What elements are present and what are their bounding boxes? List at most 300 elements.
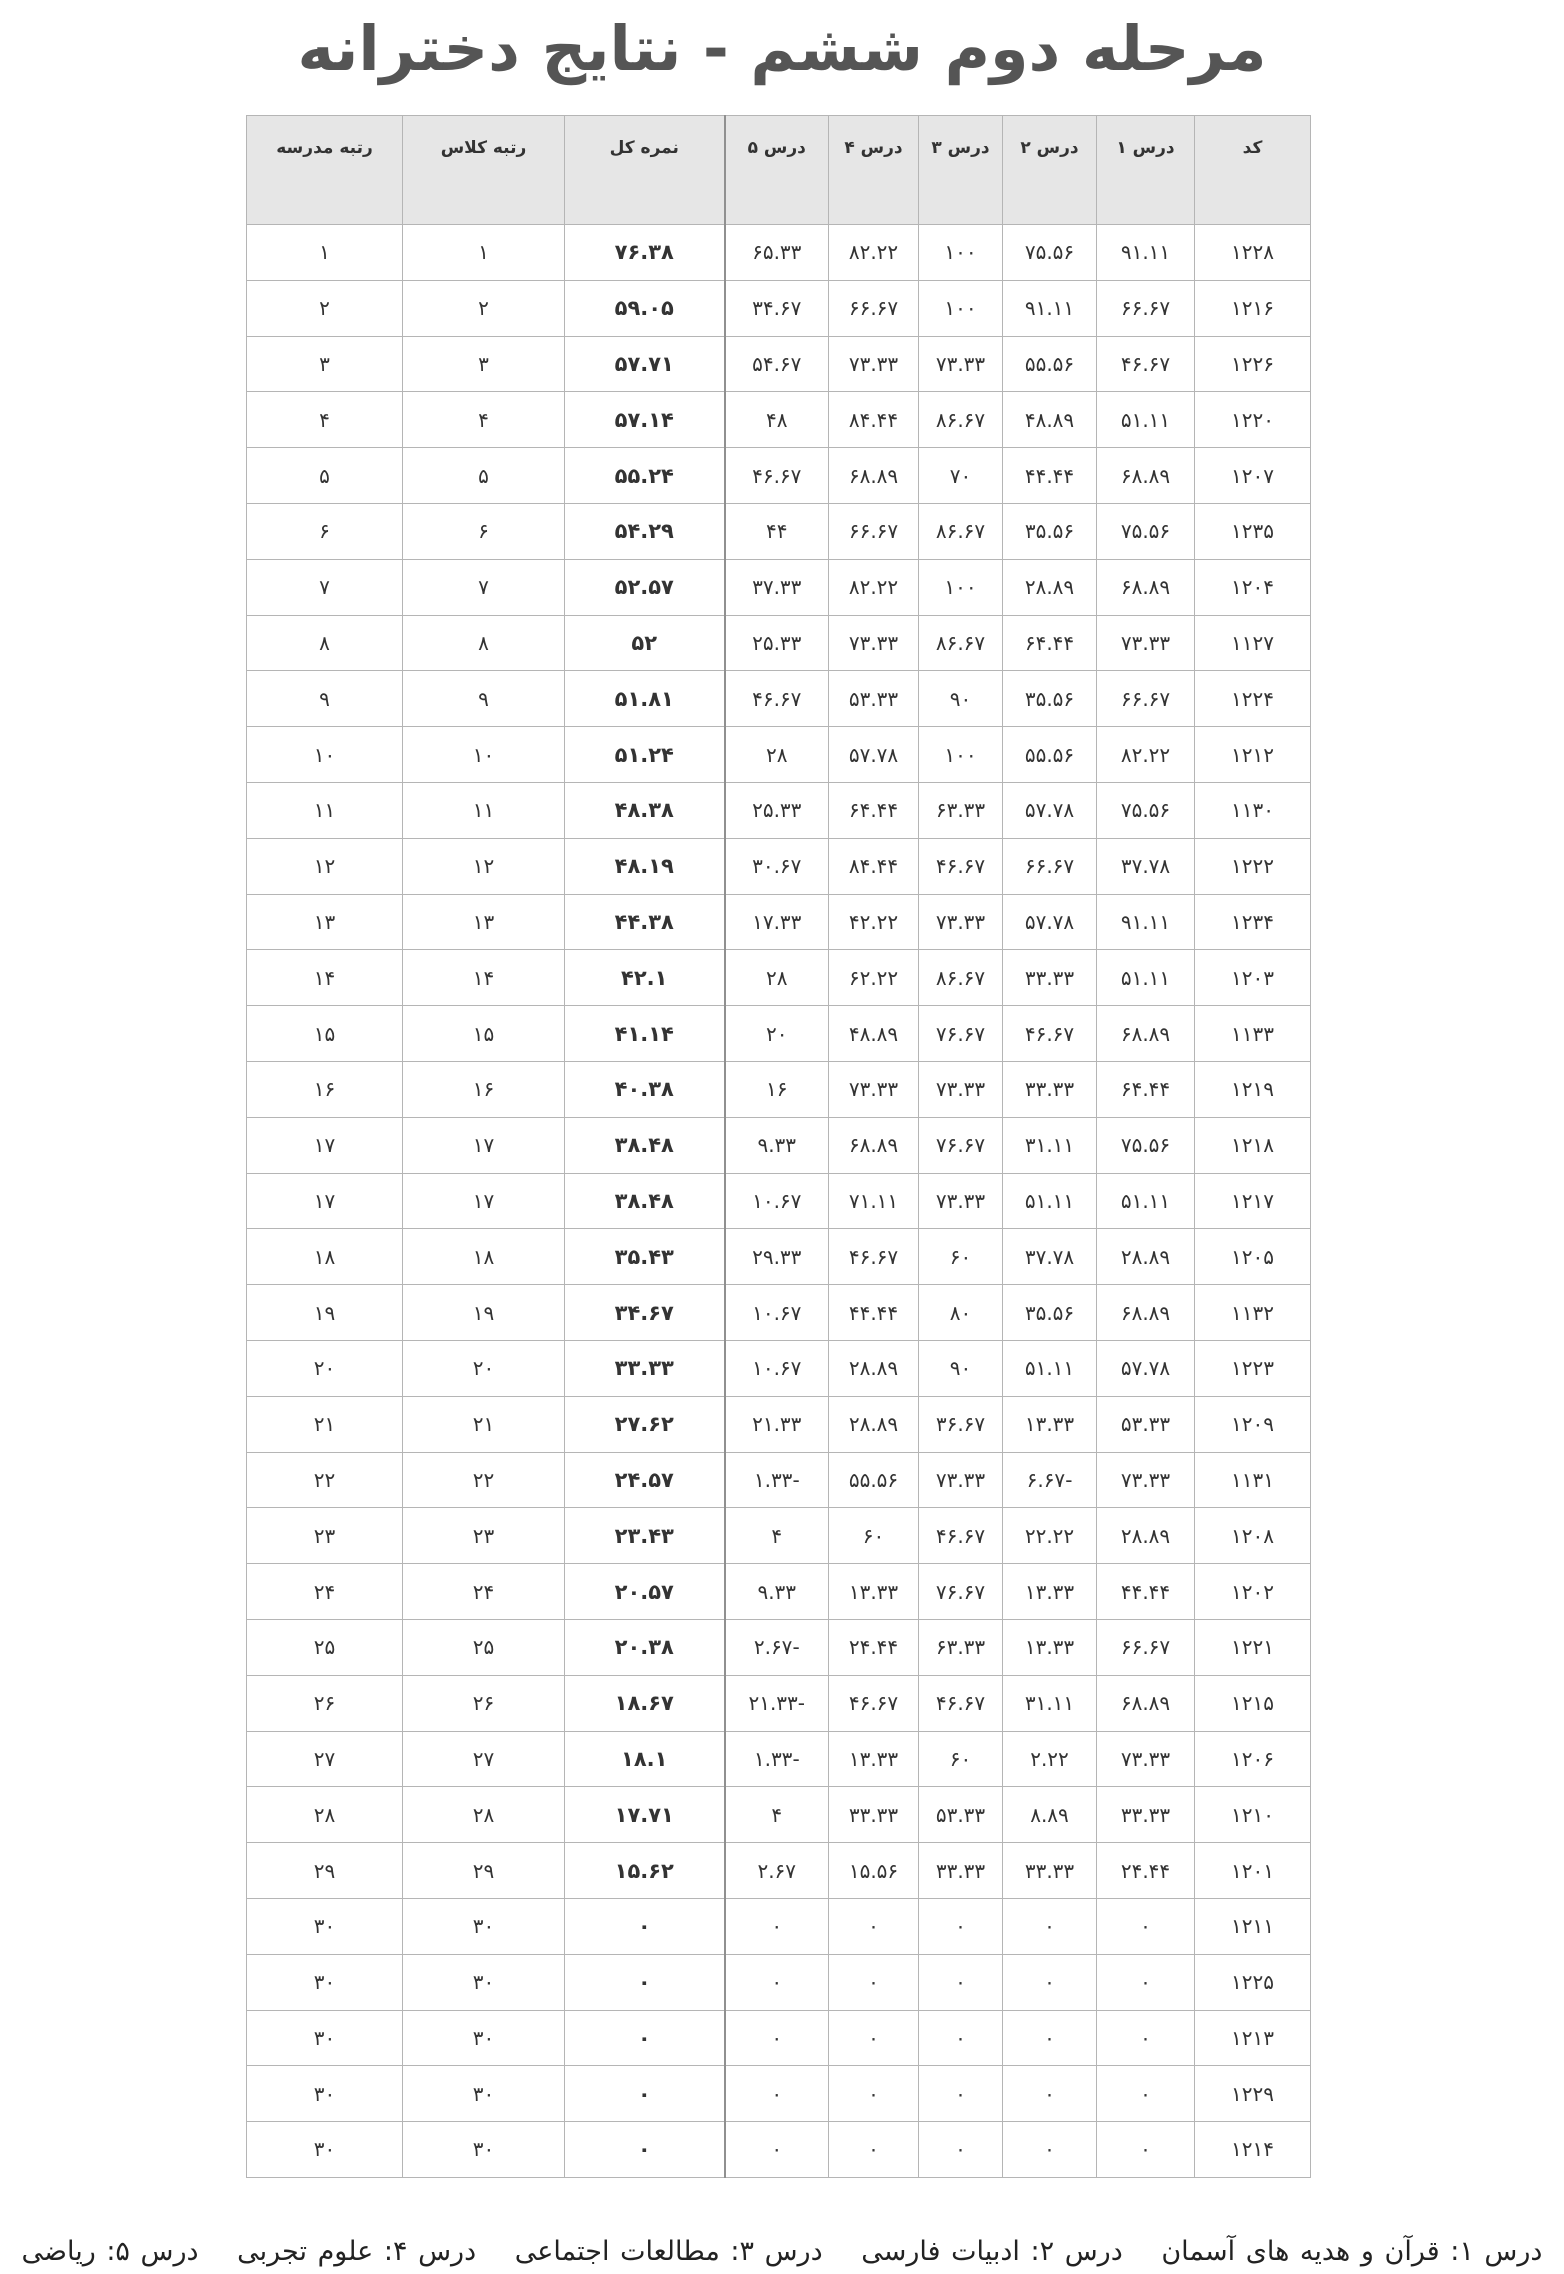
table-row	[247, 950, 1311, 1006]
lesson-1-cell: ۷۵.۵۶	[1097, 503, 1195, 559]
school-rank-cell: ۹	[247, 671, 403, 727]
school-rank-cell: ۲۶	[247, 1675, 403, 1731]
lesson-4-cell: ۸۴.۴۴	[829, 392, 919, 448]
lesson-5-cell: ۹.۳۳	[725, 1117, 829, 1173]
lesson-1-cell: ۶۸.۸۹	[1097, 1675, 1195, 1731]
page-title: مرحله دوم ششم - نتایج دخترانه	[297, 12, 1267, 85]
lesson-4-cell: ۳۳.۳۳	[829, 1787, 919, 1843]
school-rank-cell: ۱۶	[247, 1061, 403, 1117]
lesson-2-cell: ۱۳.۳۳	[1003, 1619, 1097, 1675]
lesson-3-cell: ۵۳.۳۳	[919, 1787, 1003, 1843]
legend-lesson-4: درس ۴: علوم تجربی	[237, 2236, 477, 2267]
lesson-3-cell: ۰	[919, 1954, 1003, 2010]
lesson-1-cell: ۰	[1097, 1898, 1195, 1954]
school-rank-cell: ۳۰	[247, 2066, 403, 2122]
class-rank-cell: ۱۰	[403, 727, 565, 783]
total-score-cell: ۵۲.۵۷	[565, 559, 725, 615]
lesson-1-cell: ۴۴.۴۴	[1097, 1564, 1195, 1620]
lesson-2-cell: ۵۷.۷۸	[1003, 894, 1097, 950]
school-rank-cell: ۳	[247, 336, 403, 392]
lesson-5-cell: ۴۶.۶۷	[725, 448, 829, 504]
school-rank-cell: ۱۹	[247, 1285, 403, 1341]
lesson-4-cell: ۷۳.۳۳	[829, 615, 919, 671]
lesson-5-cell: -۲۱.۳۳	[725, 1675, 829, 1731]
lesson-2-cell: ۳۱.۱۱	[1003, 1675, 1097, 1731]
class-rank-cell: ۱۸	[403, 1229, 565, 1285]
school-rank-cell: ۲۴	[247, 1564, 403, 1620]
code-cell: ۱۲۱۹	[1195, 1061, 1311, 1117]
lesson-3-cell: ۷۶.۶۷	[919, 1117, 1003, 1173]
table-row	[247, 727, 1311, 783]
total-score-cell: ۵۹.۰۵	[565, 280, 725, 336]
lesson-4-cell: ۷۱.۱۱	[829, 1173, 919, 1229]
lesson-3-cell: ۱۰۰	[919, 727, 1003, 783]
code-cell: ۱۱۳۲	[1195, 1285, 1311, 1341]
legend-lesson-2: درس ۲: ادبیات فارسی	[861, 2236, 1123, 2267]
class-rank-cell: ۲	[403, 280, 565, 336]
lesson-3-cell: ۷۶.۶۷	[919, 1006, 1003, 1062]
lesson-3-cell: ۰	[919, 2122, 1003, 2178]
class-rank-cell: ۲۰	[403, 1340, 565, 1396]
school-rank-cell: ۳۰	[247, 2010, 403, 2066]
header-school-rank: رتبه مدرسه	[247, 116, 403, 225]
lesson-3-cell: ۴۶.۶۷	[919, 838, 1003, 894]
lesson-5-cell: ۲۵.۳۳	[725, 615, 829, 671]
school-rank-cell: ۵	[247, 448, 403, 504]
lesson-4-cell: ۴۶.۶۷	[829, 1229, 919, 1285]
school-rank-cell: ۳۰	[247, 2122, 403, 2178]
lesson-4-cell: ۸۲.۲۲	[829, 559, 919, 615]
total-score-cell: ۵۷.۱۴	[565, 392, 725, 448]
results-table	[246, 115, 1311, 2178]
table-row	[247, 1843, 1311, 1899]
legend-lesson-3: درس ۳: مطالعات اجتماعی	[514, 2236, 823, 2267]
lesson-3-cell: ۷۶.۶۷	[919, 1564, 1003, 1620]
table-row	[247, 392, 1311, 448]
class-rank-cell: ۸	[403, 615, 565, 671]
lesson-3-cell: ۷۳.۳۳	[919, 1061, 1003, 1117]
code-cell: ۱۲۲۶	[1195, 336, 1311, 392]
total-score-cell: ۱۷.۷۱	[565, 1787, 725, 1843]
code-cell: ۱۲۲۸	[1195, 225, 1311, 281]
total-score-cell: ۱۵.۶۲	[565, 1843, 725, 1899]
code-cell: ۱۲۱۷	[1195, 1173, 1311, 1229]
lesson-5-cell: ۲۱.۳۳	[725, 1396, 829, 1452]
code-cell: ۱۲۰۴	[1195, 559, 1311, 615]
lesson-5-cell: ۴۸	[725, 392, 829, 448]
school-rank-cell: ۶	[247, 503, 403, 559]
code-cell: ۱۲۰۷	[1195, 448, 1311, 504]
total-score-cell: ۵۵.۲۴	[565, 448, 725, 504]
lesson-2-cell: ۵۵.۵۶	[1003, 727, 1097, 783]
lesson-1-cell: ۷۳.۳۳	[1097, 1731, 1195, 1787]
lesson-5-cell: ۰	[725, 2010, 829, 2066]
lesson-4-cell: ۷۳.۳۳	[829, 1061, 919, 1117]
school-rank-cell: ۲۱	[247, 1396, 403, 1452]
table-row	[247, 1508, 1311, 1564]
lesson-4-cell: ۱۵.۵۶	[829, 1843, 919, 1899]
lesson-4-cell: ۵۷.۷۸	[829, 727, 919, 783]
header-lesson-4: درس ۴	[829, 116, 919, 225]
header-class-rank: رتبه کلاس	[403, 116, 565, 225]
lesson-1-cell: ۲۴.۴۴	[1097, 1843, 1195, 1899]
school-rank-cell: ۱۲	[247, 838, 403, 894]
lesson-4-cell: ۵۳.۳۳	[829, 671, 919, 727]
table-row	[247, 615, 1311, 671]
lesson-1-cell: ۷۳.۳۳	[1097, 615, 1195, 671]
table-row	[247, 503, 1311, 559]
lesson-5-cell: -۱.۳۳	[725, 1452, 829, 1508]
lesson-1-cell: ۳۷.۷۸	[1097, 838, 1195, 894]
lesson-4-cell: ۶۶.۶۷	[829, 280, 919, 336]
code-cell: ۱۲۲۵	[1195, 1954, 1311, 2010]
lesson-5-cell: ۲.۶۷	[725, 1843, 829, 1899]
class-rank-cell: ۱۱	[403, 782, 565, 838]
lesson-1-cell: ۲۸.۸۹	[1097, 1229, 1195, 1285]
lesson-3-cell: ۶۳.۳۳	[919, 1619, 1003, 1675]
total-score-cell: ۷۶.۳۸	[565, 225, 725, 281]
lesson-5-cell: ۴	[725, 1508, 829, 1564]
code-cell: ۱۲۲۴	[1195, 671, 1311, 727]
lesson-3-cell: ۷۳.۳۳	[919, 894, 1003, 950]
table-row	[247, 1229, 1311, 1285]
lesson-2-cell: ۴۴.۴۴	[1003, 448, 1097, 504]
lesson-2-cell: ۲.۲۲	[1003, 1731, 1097, 1787]
lesson-5-cell: ۱۰.۶۷	[725, 1340, 829, 1396]
lesson-1-cell: ۶۸.۸۹	[1097, 559, 1195, 615]
lesson-3-cell: ۳۶.۶۷	[919, 1396, 1003, 1452]
lesson-5-cell: ۴	[725, 1787, 829, 1843]
code-cell: ۱۲۱۳	[1195, 2010, 1311, 2066]
lesson-2-cell: ۳۵.۵۶	[1003, 671, 1097, 727]
lesson-2-cell: ۳۱.۱۱	[1003, 1117, 1097, 1173]
lesson-1-cell: ۸۲.۲۲	[1097, 727, 1195, 783]
lesson-2-cell: ۲۸.۸۹	[1003, 559, 1097, 615]
lesson-5-cell: ۰	[725, 2066, 829, 2122]
lesson-5-cell: ۴۴	[725, 503, 829, 559]
table-row	[247, 336, 1311, 392]
lesson-3-cell: ۴۶.۶۷	[919, 1508, 1003, 1564]
lesson-1-cell: ۷۵.۵۶	[1097, 1117, 1195, 1173]
lesson-2-cell: ۳۵.۵۶	[1003, 503, 1097, 559]
lesson-4-cell: ۰	[829, 2122, 919, 2178]
total-score-cell: ۵۷.۷۱	[565, 336, 725, 392]
lesson-4-cell: ۲۸.۸۹	[829, 1396, 919, 1452]
lesson-2-cell: ۰	[1003, 2066, 1097, 2122]
lesson-1-cell: ۶۴.۴۴	[1097, 1061, 1195, 1117]
table-row	[247, 671, 1311, 727]
total-score-cell: ۴۸.۳۸	[565, 782, 725, 838]
code-cell: ۱۲۲۲	[1195, 838, 1311, 894]
class-rank-cell: ۳	[403, 336, 565, 392]
lesson-5-cell: ۳۷.۳۳	[725, 559, 829, 615]
table-row	[247, 782, 1311, 838]
class-rank-cell: ۱۷	[403, 1117, 565, 1173]
school-rank-cell: ۲۳	[247, 1508, 403, 1564]
class-rank-cell: ۲۳	[403, 1508, 565, 1564]
lesson-4-cell: ۶۸.۸۹	[829, 1117, 919, 1173]
code-cell: ۱۲۱۰	[1195, 1787, 1311, 1843]
class-rank-cell: ۳۰	[403, 2066, 565, 2122]
lesson-4-cell: ۶۰	[829, 1508, 919, 1564]
lesson-5-cell: ۲۹.۳۳	[725, 1229, 829, 1285]
school-rank-cell: ۱	[247, 225, 403, 281]
lesson-5-cell: ۲۸	[725, 727, 829, 783]
total-score-cell: ۲۴.۵۷	[565, 1452, 725, 1508]
table-row	[247, 894, 1311, 950]
lesson-1-cell: ۰	[1097, 2066, 1195, 2122]
lesson-1-cell: ۰	[1097, 1954, 1195, 2010]
lesson-3-cell: ۶۳.۳۳	[919, 782, 1003, 838]
lesson-1-cell: ۰	[1097, 2122, 1195, 2178]
lesson-5-cell: ۱۰.۶۷	[725, 1173, 829, 1229]
lesson-4-cell: ۰	[829, 1898, 919, 1954]
lesson-2-cell: ۵۵.۵۶	[1003, 336, 1097, 392]
lesson-5-cell: ۱۶	[725, 1061, 829, 1117]
class-rank-cell: ۱۴	[403, 950, 565, 1006]
lesson-5-cell: ۳۰.۶۷	[725, 838, 829, 894]
total-score-cell: ۵۴.۲۹	[565, 503, 725, 559]
total-score-cell: ۲۰.۵۷	[565, 1564, 725, 1620]
school-rank-cell: ۲۰	[247, 1340, 403, 1396]
table-row	[247, 1117, 1311, 1173]
table-row	[247, 280, 1311, 336]
lesson-2-cell: ۵۱.۱۱	[1003, 1173, 1097, 1229]
school-rank-cell: ۷	[247, 559, 403, 615]
class-rank-cell: ۷	[403, 559, 565, 615]
lesson-3-cell: ۸۶.۶۷	[919, 950, 1003, 1006]
total-score-cell: ۰	[565, 1898, 725, 1954]
lesson-4-cell: ۲۸.۸۹	[829, 1340, 919, 1396]
lesson-3-cell: ۱۰۰	[919, 559, 1003, 615]
class-rank-cell: ۳۰	[403, 2122, 565, 2178]
school-rank-cell: ۱۵	[247, 1006, 403, 1062]
lesson-5-cell: ۲۵.۳۳	[725, 782, 829, 838]
code-cell: ۱۲۰۳	[1195, 950, 1311, 1006]
school-rank-cell: ۳۰	[247, 1954, 403, 2010]
lesson-2-cell: -۶.۶۷	[1003, 1452, 1097, 1508]
lesson-2-cell: ۵۷.۷۸	[1003, 782, 1097, 838]
lesson-4-cell: ۸۴.۴۴	[829, 838, 919, 894]
total-score-cell: ۳۳.۳۳	[565, 1340, 725, 1396]
lesson-2-cell: ۱۳.۳۳	[1003, 1396, 1097, 1452]
legend-lesson-1: درس ۱: قرآن و هدیه های آسمان	[1161, 2236, 1543, 2267]
class-rank-cell: ۲۲	[403, 1452, 565, 1508]
lesson-1-cell: ۵۳.۳۳	[1097, 1396, 1195, 1452]
table-row	[247, 1340, 1311, 1396]
class-rank-cell: ۱۹	[403, 1285, 565, 1341]
lesson-4-cell: ۱۳.۳۳	[829, 1731, 919, 1787]
lesson-4-cell: ۰	[829, 2066, 919, 2122]
total-score-cell: ۳۴.۶۷	[565, 1285, 725, 1341]
class-rank-cell: ۲۹	[403, 1843, 565, 1899]
table-row	[247, 2010, 1311, 2066]
class-rank-cell: ۲۴	[403, 1564, 565, 1620]
lesson-1-cell: ۲۸.۸۹	[1097, 1508, 1195, 1564]
total-score-cell: ۲۷.۶۲	[565, 1396, 725, 1452]
lesson-1-cell: ۵۱.۱۱	[1097, 950, 1195, 1006]
lesson-3-cell: ۱۰۰	[919, 225, 1003, 281]
code-cell: ۱۲۱۲	[1195, 727, 1311, 783]
lesson-3-cell: ۹۰	[919, 671, 1003, 727]
code-cell: ۱۲۲۱	[1195, 1619, 1311, 1675]
lesson-2-cell: ۵۱.۱۱	[1003, 1340, 1097, 1396]
class-rank-cell: ۲۶	[403, 1675, 565, 1731]
school-rank-cell: ۱۸	[247, 1229, 403, 1285]
lesson-1-cell: ۵۷.۷۸	[1097, 1340, 1195, 1396]
total-score-cell: ۴۴.۳۸	[565, 894, 725, 950]
total-score-cell: ۰	[565, 2010, 725, 2066]
total-score-cell: ۰	[565, 2066, 725, 2122]
school-rank-cell: ۱۳	[247, 894, 403, 950]
lesson-1-cell: ۶۶.۶۷	[1097, 671, 1195, 727]
table-row	[247, 838, 1311, 894]
lesson-2-cell: ۹۱.۱۱	[1003, 280, 1097, 336]
code-cell: ۱۲۱۱	[1195, 1898, 1311, 1954]
class-rank-cell: ۲۸	[403, 1787, 565, 1843]
lesson-5-cell: ۰	[725, 1898, 829, 1954]
lesson-1-cell: ۹۱.۱۱	[1097, 225, 1195, 281]
lesson-1-cell: ۶۸.۸۹	[1097, 1006, 1195, 1062]
lesson-3-cell: ۸۰	[919, 1285, 1003, 1341]
lesson-2-cell: ۳۳.۳۳	[1003, 1061, 1097, 1117]
code-cell: ۱۲۰۶	[1195, 1731, 1311, 1787]
lesson-5-cell: ۵۴.۶۷	[725, 336, 829, 392]
table-row	[247, 559, 1311, 615]
school-rank-cell: ۱۷	[247, 1117, 403, 1173]
total-score-cell: ۴۲.۱	[565, 950, 725, 1006]
total-score-cell: ۵۱.۸۱	[565, 671, 725, 727]
class-rank-cell: ۱۵	[403, 1006, 565, 1062]
lesson-3-cell: ۷۳.۳۳	[919, 1173, 1003, 1229]
class-rank-cell: ۳۰	[403, 2010, 565, 2066]
code-cell: ۱۱۲۷	[1195, 615, 1311, 671]
table-row	[247, 1731, 1311, 1787]
lesson-4-cell: ۲۴.۴۴	[829, 1619, 919, 1675]
lesson-5-cell: ۱۷.۳۳	[725, 894, 829, 950]
lesson-2-cell: ۷۵.۵۶	[1003, 225, 1097, 281]
lesson-3-cell: ۶۰	[919, 1229, 1003, 1285]
table-row	[247, 1452, 1311, 1508]
table-row	[247, 1396, 1311, 1452]
table-row	[247, 1564, 1311, 1620]
total-score-cell: ۰	[565, 2122, 725, 2178]
table-row	[247, 1675, 1311, 1731]
code-cell: ۱۱۳۳	[1195, 1006, 1311, 1062]
class-rank-cell: ۱	[403, 225, 565, 281]
code-cell: ۱۲۰۱	[1195, 1843, 1311, 1899]
lesson-3-cell: ۳۳.۳۳	[919, 1843, 1003, 1899]
lesson-2-cell: ۰	[1003, 2010, 1097, 2066]
code-cell: ۱۲۲۳	[1195, 1340, 1311, 1396]
table-row	[247, 1898, 1311, 1954]
lesson-4-cell: ۴۸.۸۹	[829, 1006, 919, 1062]
lesson-3-cell: ۹۰	[919, 1340, 1003, 1396]
table-body	[247, 225, 1311, 2178]
lesson-1-cell: ۵۱.۱۱	[1097, 1173, 1195, 1229]
lesson-2-cell: ۳۳.۳۳	[1003, 950, 1097, 1006]
header-lesson-5: درس ۵	[725, 116, 829, 225]
lesson-1-cell: ۴۶.۶۷	[1097, 336, 1195, 392]
lesson-4-cell: ۸۲.۲۲	[829, 225, 919, 281]
header-lesson-2: درس ۲	[1003, 116, 1097, 225]
lesson-5-cell: -۲.۶۷	[725, 1619, 829, 1675]
lesson-2-cell: ۰	[1003, 2122, 1097, 2178]
lesson-5-cell: ۴۶.۶۷	[725, 671, 829, 727]
lesson-4-cell: ۶۶.۶۷	[829, 503, 919, 559]
class-rank-cell: ۲۱	[403, 1396, 565, 1452]
lesson-3-cell: ۱۰۰	[919, 280, 1003, 336]
code-cell: ۱۲۲۹	[1195, 2066, 1311, 2122]
lesson-1-cell: ۳۳.۳۳	[1097, 1787, 1195, 1843]
code-cell: ۱۲۳۵	[1195, 503, 1311, 559]
total-score-cell: ۴۱.۱۴	[565, 1006, 725, 1062]
lesson-4-cell: ۱۳.۳۳	[829, 1564, 919, 1620]
lesson-legend	[0, 2236, 1564, 2267]
total-score-cell: ۳۸.۴۸	[565, 1173, 725, 1229]
lesson-5-cell: ۳۴.۶۷	[725, 280, 829, 336]
lesson-2-cell: ۴۶.۶۷	[1003, 1006, 1097, 1062]
code-cell: ۱۲۰۸	[1195, 1508, 1311, 1564]
class-rank-cell: ۶	[403, 503, 565, 559]
total-score-cell: ۵۱.۲۴	[565, 727, 725, 783]
lesson-4-cell: ۴۲.۲۲	[829, 894, 919, 950]
code-cell: ۱۲۰۲	[1195, 1564, 1311, 1620]
table-row	[247, 1061, 1311, 1117]
school-rank-cell: ۲۷	[247, 1731, 403, 1787]
school-rank-cell: ۲۸	[247, 1787, 403, 1843]
total-score-cell: ۰	[565, 1954, 725, 2010]
table-row	[247, 1173, 1311, 1229]
class-rank-cell: ۹	[403, 671, 565, 727]
school-rank-cell: ۱۴	[247, 950, 403, 1006]
table-row	[247, 225, 1311, 281]
table-row	[247, 448, 1311, 504]
code-cell: ۱۲۳۴	[1195, 894, 1311, 950]
code-cell: ۱۱۳۰	[1195, 782, 1311, 838]
total-score-cell: ۵۲	[565, 615, 725, 671]
lesson-4-cell: ۶۸.۸۹	[829, 448, 919, 504]
code-cell: ۱۲۱۵	[1195, 1675, 1311, 1731]
class-rank-cell: ۴	[403, 392, 565, 448]
total-score-cell: ۳۵.۴۳	[565, 1229, 725, 1285]
lesson-1-cell: ۷۵.۵۶	[1097, 782, 1195, 838]
lesson-1-cell: ۷۳.۳۳	[1097, 1452, 1195, 1508]
school-rank-cell: ۲۵	[247, 1619, 403, 1675]
lesson-3-cell: ۷۳.۳۳	[919, 1452, 1003, 1508]
lesson-3-cell: ۰	[919, 2010, 1003, 2066]
lesson-4-cell: ۴۴.۴۴	[829, 1285, 919, 1341]
lesson-5-cell: ۶۵.۳۳	[725, 225, 829, 281]
school-rank-cell: ۱۱	[247, 782, 403, 838]
lesson-1-cell: ۶۸.۸۹	[1097, 448, 1195, 504]
lesson-2-cell: ۱۳.۳۳	[1003, 1564, 1097, 1620]
total-score-cell: ۳۸.۴۸	[565, 1117, 725, 1173]
lesson-5-cell: ۹.۳۳	[725, 1564, 829, 1620]
lesson-2-cell: ۰	[1003, 1954, 1097, 2010]
class-rank-cell: ۲۵	[403, 1619, 565, 1675]
school-rank-cell: ۲	[247, 280, 403, 336]
school-rank-cell: ۳۰	[247, 1898, 403, 1954]
code-cell: ۱۱۳۱	[1195, 1452, 1311, 1508]
school-rank-cell: ۱۰	[247, 727, 403, 783]
total-score-cell: ۲۰.۳۸	[565, 1619, 725, 1675]
header-lesson-3: درس ۳	[919, 116, 1003, 225]
class-rank-cell: ۱۷	[403, 1173, 565, 1229]
code-cell: ۱۲۱۶	[1195, 280, 1311, 336]
code-cell: ۱۲۱۸	[1195, 1117, 1311, 1173]
class-rank-cell: ۳۰	[403, 1954, 565, 2010]
